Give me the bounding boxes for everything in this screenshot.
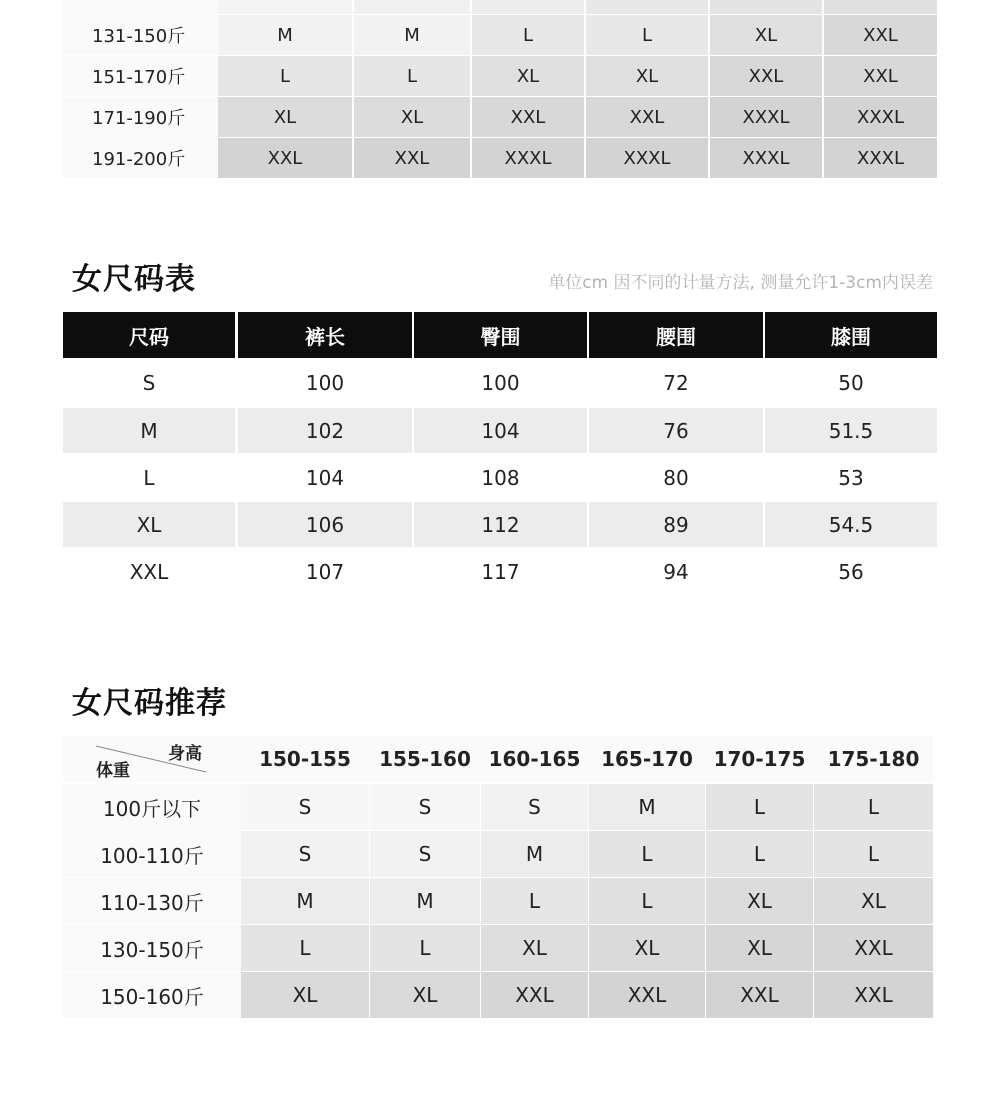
weight-label: 130-150斤 [63, 925, 241, 971]
weight-label: 150-160斤 [63, 972, 241, 1018]
size-chart-cell: S [63, 360, 235, 405]
size-chart-cell: XXL [63, 549, 235, 594]
size-chart-cell: 104 [414, 408, 587, 453]
size-cell: XL [706, 878, 813, 924]
size-cell: L [370, 925, 480, 971]
size-cell: XXXL [824, 138, 937, 178]
table-cell-partial [824, 0, 937, 14]
size-cell: L [706, 784, 813, 830]
weight-label: 171-190斤 [63, 97, 218, 137]
size-cell: XL [472, 56, 584, 96]
height-header: 150-155 [259, 747, 351, 771]
size-chart-cell: 112 [414, 502, 587, 547]
size-chart-cell: 89 [589, 502, 763, 547]
size-cell: XXL [824, 15, 937, 55]
size-cell: L [814, 831, 933, 877]
size-cell: L [354, 56, 470, 96]
weight-label: 151-170斤 [63, 56, 218, 96]
size-cell: M [589, 784, 705, 830]
size-chart-cell: L [63, 455, 235, 500]
weight-label: 100斤以下 [63, 784, 241, 830]
size-chart-cell: 100 [414, 360, 587, 405]
size-cell: L [589, 831, 705, 877]
height-header: 175-180 [827, 747, 920, 771]
size-cell: XXL [824, 56, 937, 96]
size-chart-cell: 94 [589, 549, 763, 594]
size-cell: L [241, 925, 369, 971]
size-chart-cell: 53 [765, 455, 937, 500]
size-cell: M [354, 15, 470, 55]
recommend-title: 女尺码推荐 [72, 686, 227, 721]
size-cell: L [586, 15, 708, 55]
weight-label: 110-130斤 [63, 878, 241, 924]
size-cell: L [814, 784, 933, 830]
size-cell: XL [814, 878, 933, 924]
table-cell-partial [710, 0, 822, 14]
height-header: 165-170 [601, 747, 693, 771]
size-chart-cell: M [63, 408, 235, 453]
size-chart-header: 膝围 [765, 312, 937, 358]
size-chart-cell: 72 [589, 360, 763, 405]
size-chart-title: 女尺码表 [72, 262, 196, 297]
size-chart-cell: 50 [765, 360, 937, 405]
corner-weight-label: 体重 [96, 761, 130, 781]
size-cell: S [370, 831, 480, 877]
size-chart-cell: XL [63, 502, 235, 547]
size-cell: M [370, 878, 480, 924]
size-cell: XXL [710, 56, 822, 96]
size-chart-cell: 117 [414, 549, 587, 594]
size-chart-cell: 56 [765, 549, 937, 594]
size-cell: XXL [814, 925, 933, 971]
size-cell: M [241, 878, 369, 924]
size-cell: S [241, 831, 369, 877]
size-cell: XXL [354, 138, 470, 178]
size-cell: XL [354, 97, 470, 137]
size-cell: XL [710, 15, 822, 55]
size-cell: XL [589, 925, 705, 971]
weight-label: 131-150斤 [63, 15, 218, 55]
size-cell: XXXL [710, 97, 822, 137]
size-chart-cell: 102 [238, 408, 412, 453]
table-cell-partial [586, 0, 708, 14]
size-cell: XXL [586, 97, 708, 137]
size-cell: XXL [589, 972, 705, 1018]
size-chart-cell: 51.5 [765, 408, 937, 453]
size-cell: XXL [218, 138, 352, 178]
size-cell: S [370, 784, 480, 830]
size-cell: L [589, 878, 705, 924]
size-cell: XXL [481, 972, 588, 1018]
size-cell: XL [706, 925, 813, 971]
size-chart-cell: 80 [589, 455, 763, 500]
size-chart-cell: 54.5 [765, 502, 937, 547]
size-cell: L [481, 878, 588, 924]
weight-label: 191-200斤 [63, 138, 218, 178]
size-chart-header: 腰围 [589, 312, 763, 358]
size-cell: L [218, 56, 352, 96]
table-cell-partial [472, 0, 584, 14]
size-cell: XL [241, 972, 369, 1018]
weight-label: 100-110斤 [63, 831, 241, 877]
size-chart-note: 单位cm 因不同的计量方法, 测量允许1-3cm内误差 [548, 273, 933, 293]
size-cell: XXXL [710, 138, 822, 178]
size-chart-header: 裤长 [238, 312, 412, 358]
table-cell-partial [354, 0, 470, 14]
weight-label-partial [63, 0, 218, 14]
size-cell: XL [370, 972, 480, 1018]
size-chart-cell: 108 [414, 455, 587, 500]
size-cell: XXXL [586, 138, 708, 178]
height-header: 155-160 [379, 747, 471, 771]
size-chart-header: 尺码 [63, 312, 235, 358]
size-cell: XXL [706, 972, 813, 1018]
size-cell: XXXL [472, 138, 584, 178]
size-cell: XL [586, 56, 708, 96]
size-cell: S [481, 784, 588, 830]
size-cell: XXL [472, 97, 584, 137]
height-header: 160-165 [488, 747, 581, 771]
corner-height-label: 身高 [168, 744, 202, 764]
size-cell: L [706, 831, 813, 877]
height-header: 170-175 [713, 747, 806, 771]
size-cell: XXXL [824, 97, 937, 137]
size-cell: S [241, 784, 369, 830]
corner-diagonal-line [63, 736, 241, 782]
size-chart-cell: 76 [589, 408, 763, 453]
corner-cell [63, 736, 241, 782]
size-cell: XXL [814, 972, 933, 1018]
size-chart-header: 臀围 [414, 312, 587, 358]
size-cell: XL [218, 97, 352, 137]
size-chart-cell: 104 [238, 455, 412, 500]
size-cell: XL [481, 925, 588, 971]
size-cell: M [218, 15, 352, 55]
size-chart-cell: 107 [238, 549, 412, 594]
size-cell: L [472, 15, 584, 55]
size-chart-cell: 106 [238, 502, 412, 547]
table-cell-partial [218, 0, 352, 14]
size-cell: M [481, 831, 588, 877]
size-chart-cell: 100 [238, 360, 412, 405]
